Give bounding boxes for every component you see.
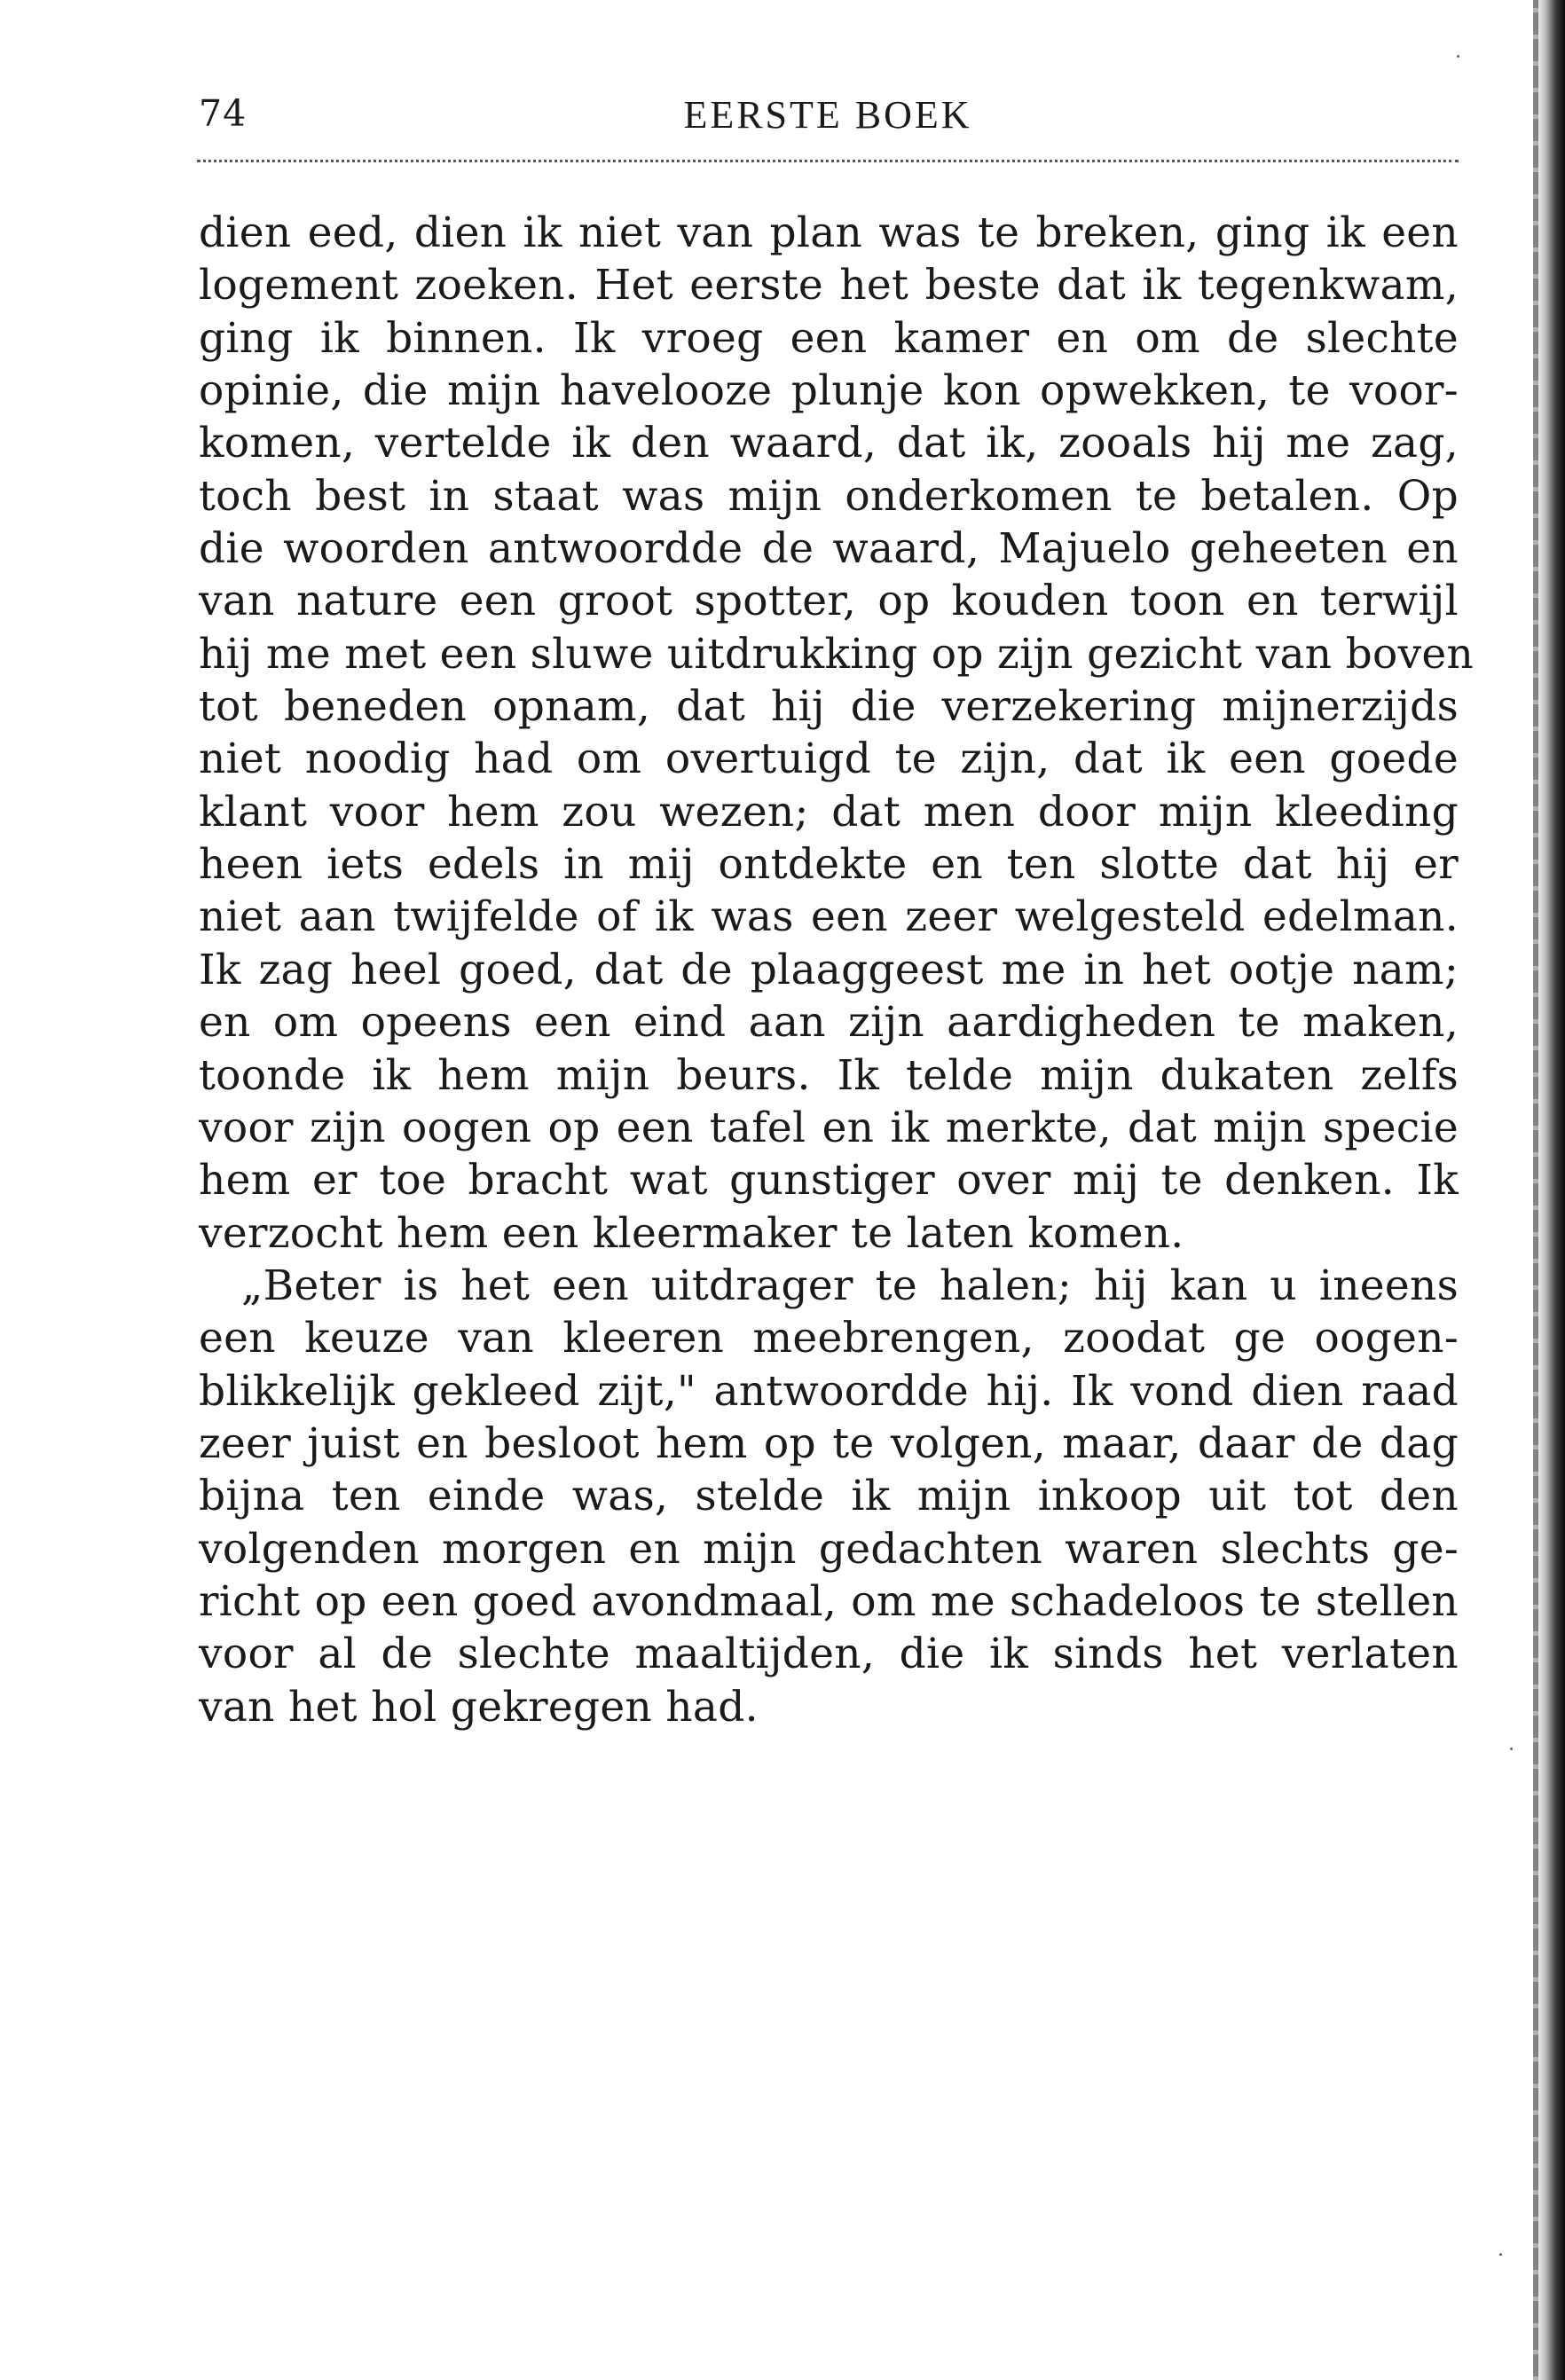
text-line: niet noodig had om overtuigd te zijn, dat ik een goede [199,734,1459,784]
text-line: toonde ik hem mijn beurs. Ik telde mijn dukaten zelfs [199,1050,1459,1100]
text-line: zeer juist en besloot hem op te volgen, maar, daar de dag [199,1418,1459,1468]
text-line: komen, vertelde ik den waard, dat ik, zooals hij me zag, [199,419,1459,468]
text-line: heen iets edels in mij ontdekte en ten slotte dat hij er [199,840,1459,890]
text-line: van het hol gekregen had. [199,1682,759,1732]
page-number: 74 [199,92,248,135]
text-line: blikkelijk gekleed zijt," antwoordde hij. Ik vond dien raad [199,1366,1459,1416]
scan-speck [1499,2253,1502,2256]
scan-speck [1457,55,1459,58]
text-line: richt op een goed avondmaal, om me schadeloos te stellen [199,1576,1459,1626]
text-line: volgenden morgen en mijn gedachten waren slechts ge- [199,1524,1459,1574]
text-line: tot beneden opnam, dat hij die verzekering mijnerzijds [199,682,1459,732]
text-line: van nature een groot spotter, op kouden toon en terwijl [199,577,1459,626]
page-edge-shadow [1535,0,1565,2380]
text-line: „Beter is het een uitdrager te halen; hij kan u ineens [241,1261,1459,1310]
running-head [199,89,1457,142]
book-title: EERSTE BOEK [683,93,972,137]
text-line: die woorden antwoordde de waard, Majuelo geheeten en [199,524,1459,574]
text-line: voor zijn oogen op een tafel en ik merkte, dat mijn specie [199,1103,1459,1152]
text-line: verzocht hem een kleermaker te laten komen. [199,1208,1184,1258]
text-line: opinie, die mijn havelooze plunje kon opwekken, te voor- [199,366,1459,416]
text-line: klant voor hem zou wezen; dat men door mijn kleeding [199,787,1459,837]
scan-speck [1510,1748,1513,1750]
header-divider [197,160,1459,162]
text-line: dien eed, dien ik niet van plan was te breken, ging ik een [199,208,1459,257]
text-line: toch best in staat was mijn onderkomen te betalen. Op [199,471,1459,521]
text-line: Ik zag heel goed, dat de plaaggeest me in het ootje nam; [199,945,1459,994]
text-line: en om opeens een eind aan zijn aardigheden te maken, [199,998,1459,1048]
text-line: hem er toe bracht wat gunstiger over mij te denken. Ik [199,1156,1459,1206]
page-edge-texture [1533,0,1538,2380]
text-line: bijna ten einde was, stelde ik mijn inkoop uit tot den [199,1472,1459,1521]
text-line: niet aan twijfelde of ik was een zeer welgesteld edelman. [199,892,1459,942]
text-line: hij me met een sluwe uitdrukking op zijn gezicht van boven [199,629,1475,679]
text-line: logement zoeken. Het eerste het beste dat ik tegenkwam, [199,261,1459,310]
text-line: voor al de slechte maaltijden, die ik sinds het verlaten [199,1630,1459,1679]
text-line: een keuze van kleeren meebrengen, zoodat ge oogen- [199,1314,1459,1363]
body-text [199,207,1475,1733]
text-line: ging ik binnen. Ik vroeg een kamer en om de slechte [199,313,1459,363]
